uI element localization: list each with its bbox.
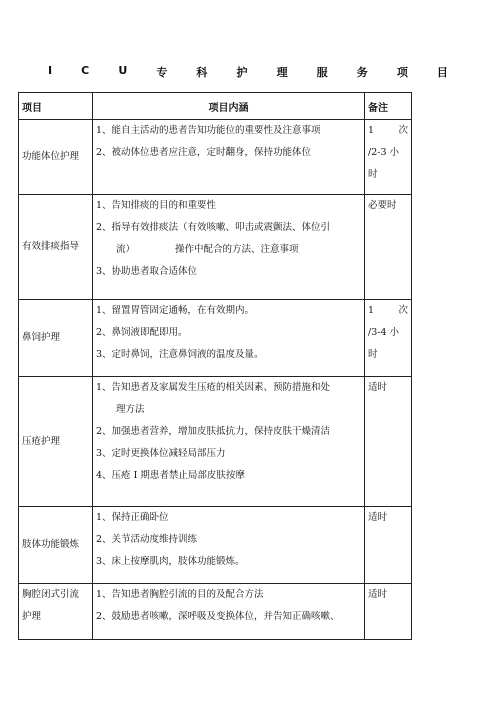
note-line: /2-3 小	[368, 147, 400, 158]
content-line: 2、关节活动度维持训练	[96, 534, 198, 545]
content-line: 3、定时鼻饲，注意鼻饲液的温度及量。	[96, 349, 264, 360]
content-line: 1、保持正确卧位	[96, 512, 169, 523]
document-title	[48, 64, 448, 80]
table-row	[19, 195, 412, 300]
content-line: 2、加强患者营养，增加皮肤抵抗力，保持皮肤干燥清洁	[96, 426, 331, 437]
content-line: 2、鼻饲液即配即用。	[96, 327, 188, 338]
note-text: 1	[368, 305, 375, 316]
content-line: 4、压疮 I 期患者禁止局部皮肤按摩	[96, 470, 245, 481]
content-line: 3、定时更换体位减轻局部压力	[96, 448, 226, 459]
note-line: 时	[368, 169, 378, 180]
row-note	[365, 195, 412, 300]
row-content	[93, 507, 365, 584]
table-row	[19, 584, 412, 640]
row-note	[365, 584, 412, 640]
note-text: 1	[368, 125, 375, 136]
content-line: 1、告知患者胸腔引流的目的及配合方法	[96, 589, 264, 600]
content-fragment: 操作中配合的方法、注意事项	[175, 244, 299, 255]
row-item-label: 有效排痰指导	[19, 195, 93, 300]
table-row	[19, 507, 412, 584]
title-char: 专	[156, 66, 168, 79]
title-char: 护	[236, 66, 248, 79]
title-char: 科	[196, 66, 208, 79]
row-note	[365, 120, 412, 195]
note-line: 适时	[368, 589, 388, 600]
title-char: U	[118, 64, 128, 77]
content-line: 2、被动体位患者应注意，定时翻身，保持功能体位	[96, 147, 312, 158]
table-header-row	[19, 93, 412, 120]
content-line	[96, 239, 361, 261]
row-note	[365, 377, 412, 507]
item-line: 护理	[22, 611, 42, 622]
header-item: 项目	[19, 93, 93, 120]
content-line: 3、床上按摩肌肉，肢体功能锻炼。	[96, 556, 245, 567]
content-fragment: 流）	[116, 244, 136, 255]
row-note	[365, 507, 412, 584]
note-line: 必要时	[368, 200, 397, 211]
content-line: 1、告知排痰的目的和重要性	[96, 200, 217, 211]
row-item-label: 肢体功能锻炼	[19, 507, 93, 584]
title-char: 理	[276, 66, 288, 79]
row-content	[93, 584, 365, 640]
note-line: 时	[368, 349, 378, 360]
content-line: 1、留置胃管固定通畅，在有效期内。	[96, 305, 255, 316]
title-char: 务	[356, 66, 368, 79]
title-char: C	[81, 64, 90, 77]
row-content	[93, 195, 365, 300]
content-line: 2、指导有效排痰法（有效咳嗽、叩击或震颤法、体位引	[96, 222, 331, 233]
content-line: 理方法	[116, 404, 145, 415]
title-char: I	[48, 64, 53, 77]
title-char: 项	[396, 66, 408, 79]
row-content	[93, 300, 365, 377]
header-content: 项目内涵	[93, 93, 365, 120]
content-line: 3、协助患者取合适体位	[96, 266, 198, 277]
note-line	[368, 120, 408, 142]
content-line: 1、能自主活动的患者告知功能位的重要性及注意事项	[96, 125, 321, 136]
row-item-label: 鼻饲护理	[19, 300, 93, 377]
note-line: /3-4 小	[368, 327, 400, 338]
nursing-service-table	[18, 92, 412, 640]
content-line: 1、告知患者及家属发生压疮的相关因素、预防措施和处	[96, 382, 331, 393]
row-note	[365, 300, 412, 377]
note-text: 次	[398, 305, 408, 316]
note-text: 次	[398, 125, 408, 136]
table-row	[19, 300, 412, 377]
content-line: 2、鼓励患者咳嗽，深呼吸及变换体位，并告知正确咳嗽、	[96, 611, 340, 622]
table-row	[19, 120, 412, 195]
title-char: 服	[316, 66, 328, 79]
note-line: 适时	[368, 512, 388, 523]
note-line	[368, 300, 408, 322]
note-line: 适时	[368, 382, 388, 393]
row-content	[93, 120, 365, 195]
header-note: 备注	[365, 93, 412, 120]
row-content	[93, 377, 365, 507]
row-item-label: 功能体位护理	[19, 120, 93, 195]
title-char: 目	[436, 66, 448, 79]
row-item-label	[19, 584, 93, 640]
item-line: 胸腔闭式引流	[22, 589, 80, 600]
table-row	[19, 377, 412, 507]
row-item-label: 压疮护理	[19, 377, 93, 507]
